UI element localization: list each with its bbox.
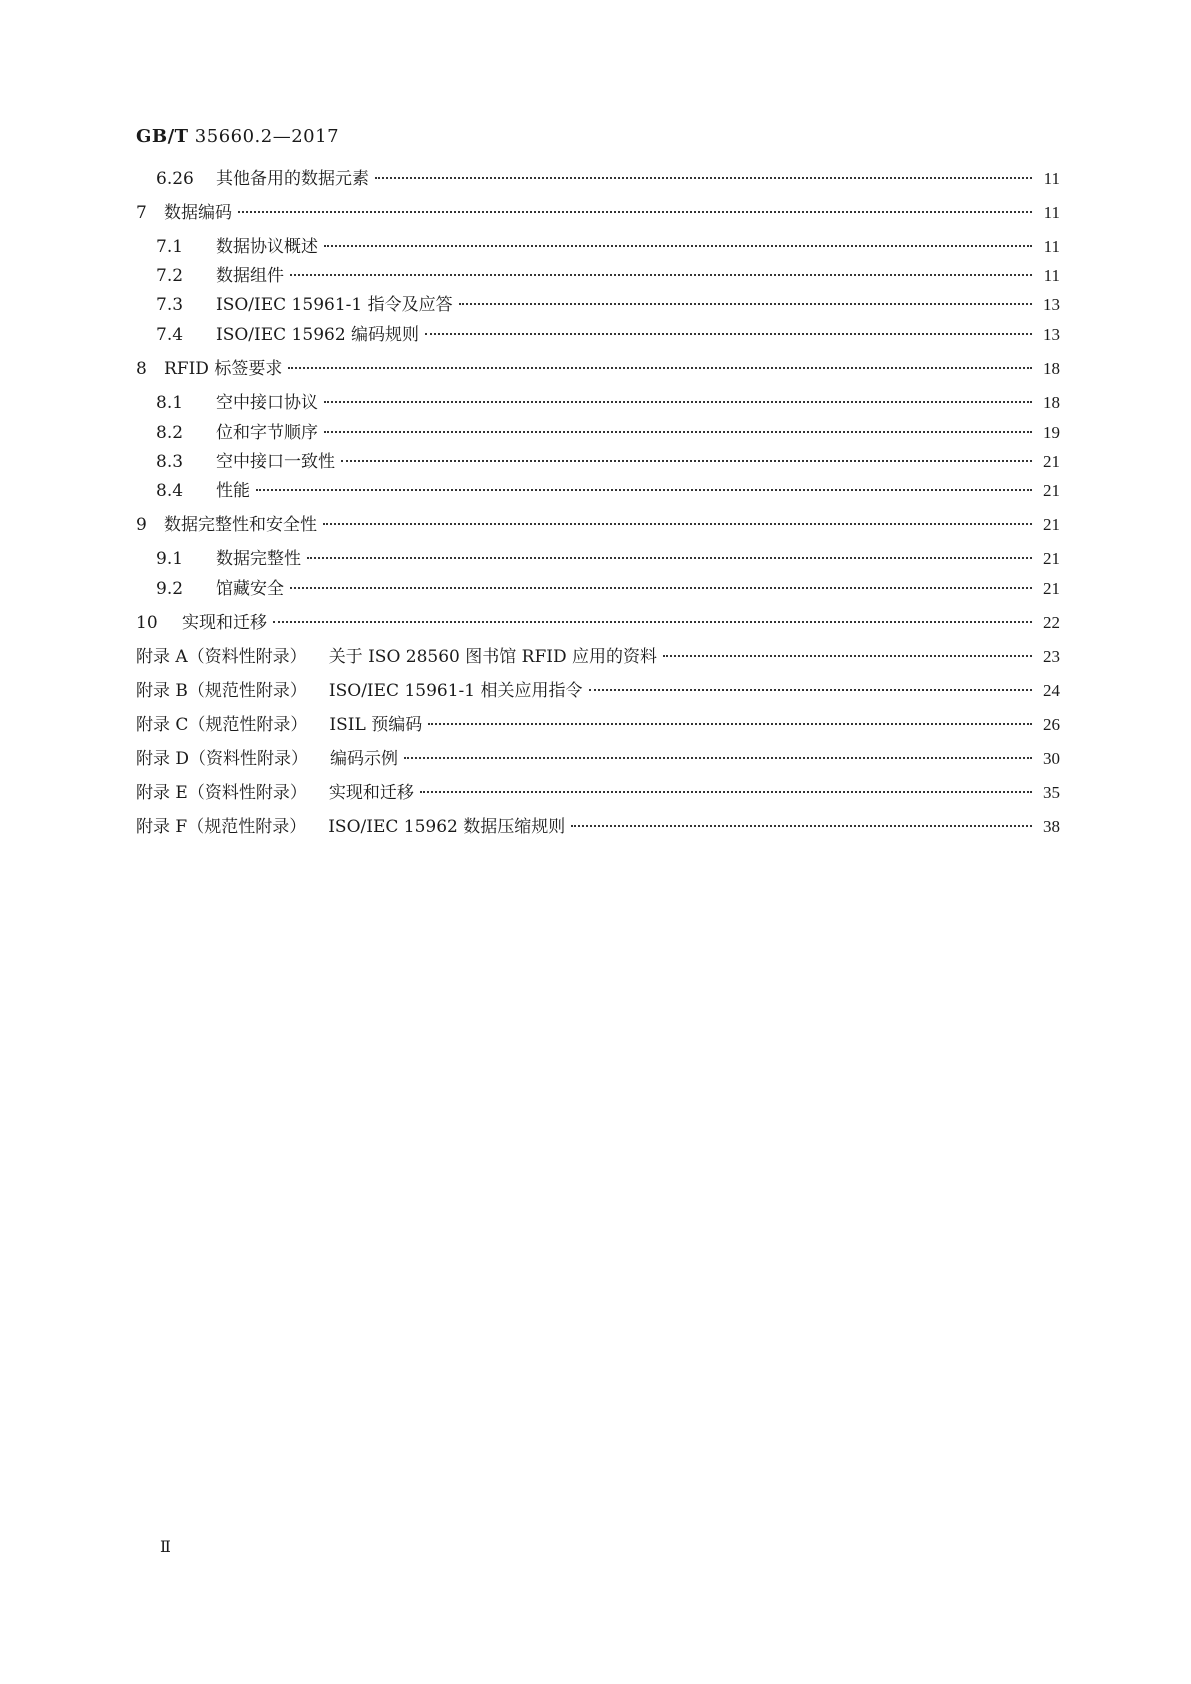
toc-entry-page: 26: [1043, 715, 1060, 734]
toc-entry[interactable]: [156, 263, 1060, 289]
toc-entry-page: 22: [1043, 613, 1060, 632]
toc-leader-dots: [288, 367, 1032, 369]
toc-entry-title: 数据完整性和安全性: [164, 515, 317, 535]
toc-entry-title: 实现和迁移: [328, 783, 414, 803]
toc-entry-title: 数据组件: [216, 266, 284, 286]
toc-entry-title: ISO/IEC 15961-1 相关应用指令: [328, 681, 583, 701]
toc-entry-number: 8: [136, 359, 147, 379]
toc-entry[interactable]: [156, 546, 1060, 572]
toc-entry-title: ISIL 预编码: [329, 715, 423, 735]
toc-entry-number: 附录 D（资料性附录）: [136, 749, 309, 769]
toc-entry[interactable]: [156, 234, 1060, 260]
toc-entry-number: 附录 E（资料性附录）: [136, 783, 307, 803]
toc-entry-page: 11: [1043, 203, 1060, 222]
toc-entry-page: 13: [1043, 325, 1060, 344]
toc-entry-page: 23: [1043, 647, 1060, 666]
toc-entry-title: ISO/IEC 15962 编码规则: [216, 325, 420, 345]
toc-entry-page: 18: [1043, 393, 1060, 412]
toc-entry-number: 7.3: [156, 295, 184, 315]
toc-entry[interactable]: [156, 576, 1060, 602]
toc-entry-page: 24: [1043, 681, 1060, 700]
toc-entry-page: 19: [1043, 423, 1060, 442]
toc-leader-dots: [324, 245, 1032, 247]
toc-entry[interactable]: [136, 780, 1060, 806]
toc-entry-title: 其他备用的数据元素: [216, 169, 369, 189]
toc-entry-number: 9.1: [156, 549, 184, 569]
toc-entry-title: ISO/IEC 15962 数据压缩规则: [328, 817, 566, 837]
toc-entry-title: ISO/IEC 15961-1 指令及应答: [216, 295, 453, 315]
toc-entry[interactable]: [136, 644, 1060, 670]
toc-entry-page: 13: [1043, 295, 1060, 314]
toc-entry[interactable]: [156, 390, 1060, 416]
toc-entry-page: 11: [1043, 169, 1060, 188]
toc-leader-dots: [256, 489, 1032, 491]
page-number: Ⅱ: [160, 1537, 171, 1556]
toc-entry-number: 8.1: [156, 393, 184, 413]
toc-entry[interactable]: [156, 449, 1060, 475]
toc-leader-dots: [273, 621, 1032, 623]
toc-entry-title: 数据完整性: [216, 549, 301, 569]
toc-entry[interactable]: [156, 322, 1060, 348]
toc-entry[interactable]: [136, 746, 1060, 772]
toc-entry-title: 编码示例: [330, 749, 399, 769]
toc-leader-dots: [238, 211, 1032, 213]
toc-entry-number: 8.4: [156, 481, 184, 501]
toc-entry-number: 附录 C（规范性附录）: [136, 715, 308, 735]
toc-entry-number: 附录 A（资料性附录）: [136, 647, 307, 667]
toc-entry-number: 10: [136, 613, 158, 633]
toc-entry-title: 数据协议概述: [216, 237, 318, 257]
toc-entry-page: 21: [1043, 515, 1060, 534]
toc-leader-dots: [324, 401, 1032, 403]
toc-entry-title: 空中接口一致性: [216, 452, 335, 472]
toc-entry-title: RFID 标签要求: [164, 359, 283, 379]
toc-leader-dots: [663, 655, 1032, 657]
toc-entry[interactable]: [136, 814, 1060, 840]
toc-leader-dots: [571, 825, 1032, 827]
toc-entry-title: 实现和迁移: [182, 613, 267, 633]
toc-entry[interactable]: [156, 166, 1060, 192]
toc-entry-number: 7.1: [156, 237, 184, 257]
toc-entry[interactable]: [136, 712, 1060, 738]
toc-entry-number: 9.2: [156, 579, 184, 599]
toc-leader-dots: [425, 333, 1032, 335]
standard-code: GB/T: [136, 126, 189, 147]
toc-entry-number: 8.2: [156, 423, 184, 443]
toc-entry-title: 性能: [216, 481, 250, 501]
toc-entry-page: 11: [1043, 266, 1060, 285]
toc-entry-title: 空中接口协议: [216, 393, 318, 413]
toc-leader-dots: [428, 723, 1032, 725]
toc-entry-title: 关于 ISO 28560 图书馆 RFID 应用的资料: [328, 647, 658, 667]
toc-entry-number: 7: [136, 203, 147, 223]
toc-entry[interactable]: [156, 420, 1060, 446]
toc-entry-title: 数据编码: [164, 203, 232, 223]
toc-entry-page: 18: [1043, 359, 1060, 378]
toc-entry[interactable]: [156, 478, 1060, 504]
toc-entry[interactable]: [136, 678, 1060, 704]
standard-number: 35660.2—2017: [194, 126, 340, 147]
toc-entry-number: 附录 F（规范性附录）: [136, 817, 307, 837]
toc-entry-number: 6.26: [156, 169, 194, 189]
document-header: [136, 126, 339, 147]
toc-entry[interactable]: [136, 356, 1060, 382]
toc-entry-page: 30: [1043, 749, 1060, 768]
toc-leader-dots: [420, 791, 1032, 793]
toc-leader-dots: [375, 177, 1032, 179]
toc-leader-dots: [323, 523, 1032, 525]
toc-entry[interactable]: [136, 610, 1060, 636]
toc-entry-page: 21: [1043, 452, 1060, 471]
toc-leader-dots: [290, 587, 1032, 589]
toc-entry[interactable]: [136, 512, 1060, 538]
toc-leader-dots: [404, 757, 1032, 759]
toc-entry-number: 7.2: [156, 266, 184, 286]
toc-entry-number: 9: [136, 515, 147, 535]
toc-leader-dots: [307, 557, 1032, 559]
toc-entry-page: 21: [1043, 579, 1060, 598]
toc-entry-page: 21: [1043, 481, 1060, 500]
toc-entry-page: 35: [1043, 783, 1060, 802]
toc-leader-dots: [459, 303, 1032, 305]
toc-entry-number: 附录 B（规范性附录）: [136, 681, 307, 701]
toc-entry[interactable]: [136, 200, 1060, 226]
toc-entry-title: 馆藏安全: [216, 579, 284, 599]
toc-entry-number: 8.3: [156, 452, 184, 472]
toc-leader-dots: [341, 460, 1032, 462]
toc-entry-page: 21: [1043, 549, 1060, 568]
toc-entry-page: 11: [1043, 237, 1060, 256]
toc-entry-title: 位和字节顺序: [216, 423, 318, 443]
toc-leader-dots: [589, 689, 1032, 691]
toc-entry[interactable]: [156, 292, 1060, 318]
toc-entry-page: 38: [1043, 817, 1060, 836]
toc-entry-number: 7.4: [156, 325, 184, 345]
toc-leader-dots: [324, 431, 1032, 433]
toc-leader-dots: [290, 274, 1032, 276]
